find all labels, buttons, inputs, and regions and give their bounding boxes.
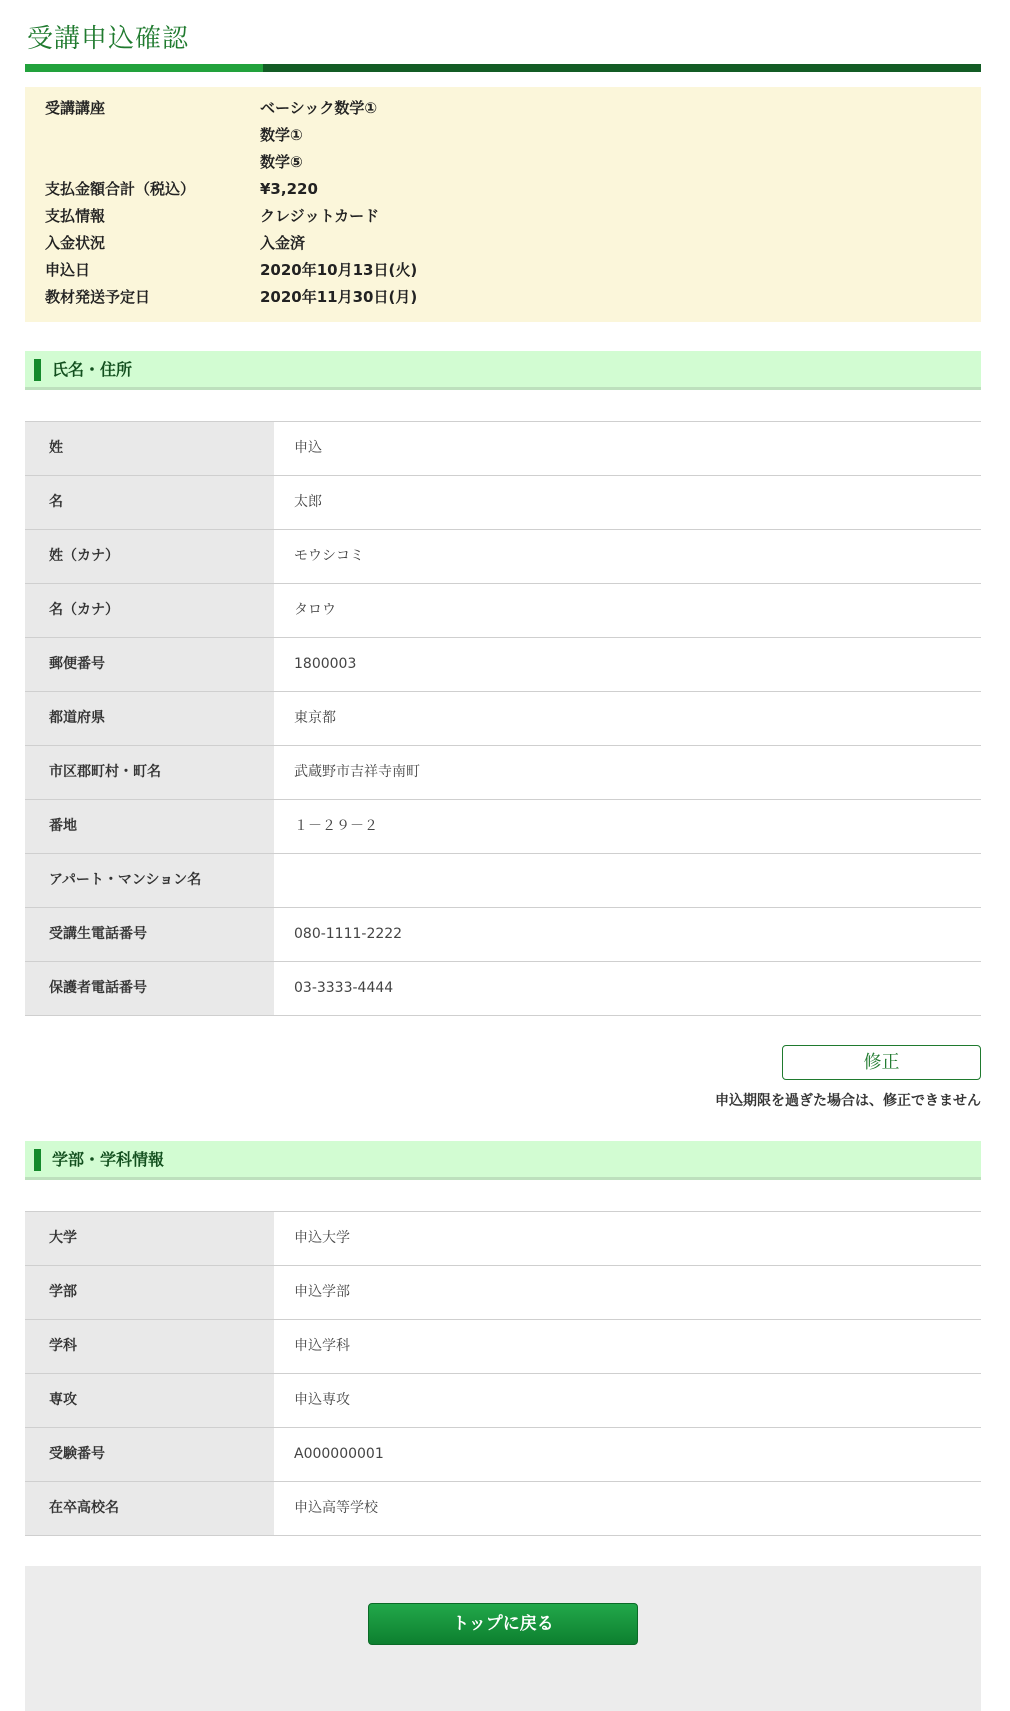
row-value: 太郎 <box>294 494 322 510</box>
table-row <box>25 854 981 908</box>
row-label: 受験番号 <box>25 1428 274 1481</box>
section-title: 学部・学科情報 <box>52 1150 165 1169</box>
row-label: 在卒高校名 <box>25 1482 274 1535</box>
section-header-school <box>25 1141 981 1180</box>
summary-value: ベーシック数学① <box>260 99 378 117</box>
row-value: 申込大学 <box>294 1230 350 1246</box>
summary-label: 入金状況 <box>45 234 106 252</box>
row-label: 専攻 <box>25 1374 274 1427</box>
edit-button[interactable]: 修正 <box>782 1045 981 1080</box>
row-value: 申込学科 <box>294 1338 350 1354</box>
row-label: 番地 <box>25 800 274 853</box>
row-value: 1800003 <box>294 656 357 672</box>
row-label: 学科 <box>25 1320 274 1373</box>
summary-box <box>25 87 981 322</box>
table-row <box>25 476 981 530</box>
row-label: 姓（カナ） <box>25 530 274 583</box>
row-label: 名 <box>25 476 274 529</box>
table-row <box>25 800 981 854</box>
row-value: 申込専攻 <box>294 1392 350 1408</box>
personal-info-table <box>25 421 981 1016</box>
row-value: 03-3333-4444 <box>294 980 394 996</box>
table-row <box>25 1266 981 1320</box>
summary-label: 受講講座 <box>45 99 106 117</box>
back-to-top-button[interactable]: トップに戻る <box>368 1603 638 1645</box>
edit-deadline-note: 申込期限を過ぎた場合は、修正できません <box>715 1093 981 1109</box>
table-row <box>25 1212 981 1266</box>
row-value: タロウ <box>294 602 336 618</box>
summary-value: ¥3,220 <box>260 180 318 198</box>
section-marker <box>34 1149 41 1171</box>
table-row <box>25 1428 981 1482</box>
table-row <box>25 692 981 746</box>
summary-value: 数学⑤ <box>260 153 303 171</box>
row-label: 都道府県 <box>25 692 274 745</box>
page-title: 受講申込確認 <box>27 24 190 54</box>
section-title: 氏名・住所 <box>52 360 133 379</box>
title-divider <box>25 64 981 72</box>
summary-value: 2020年10月13日(火) <box>260 261 418 279</box>
summary-value: 入金済 <box>260 234 306 252</box>
row-value <box>274 854 981 907</box>
row-label: 大学 <box>25 1212 274 1265</box>
title-divider-accent <box>25 64 263 72</box>
row-label: 保護者電話番号 <box>25 962 274 1015</box>
section-marker <box>34 359 41 381</box>
table-row <box>25 746 981 800</box>
row-value: モウシコミ <box>294 548 364 564</box>
row-value: 申込高等学校 <box>294 1500 378 1516</box>
table-row <box>25 1320 981 1374</box>
table-row <box>25 1374 981 1428</box>
summary-value: クレジットカード <box>260 207 380 225</box>
row-value: 申込 <box>294 440 322 456</box>
row-value: 申込学部 <box>294 1284 350 1300</box>
table-row <box>25 962 981 1016</box>
row-label: 名（カナ） <box>25 584 274 637</box>
section-header-personal <box>25 351 981 390</box>
row-label: 受講生電話番号 <box>25 908 274 961</box>
row-label: 市区郡町村・町名 <box>25 746 274 799</box>
summary-label: 申込日 <box>45 261 91 279</box>
summary-label: 支払金額合計（税込） <box>45 180 196 198</box>
school-info-table <box>25 1211 981 1536</box>
table-row <box>25 422 981 476</box>
row-label: 姓 <box>25 422 274 475</box>
row-label: 学部 <box>25 1266 274 1319</box>
row-value: 東京都 <box>294 710 336 726</box>
row-label: 郵便番号 <box>25 638 274 691</box>
row-value: １－２９－２ <box>294 818 378 834</box>
summary-value: 数学① <box>260 126 303 144</box>
summary-label: 教材発送予定日 <box>45 288 151 306</box>
table-row <box>25 530 981 584</box>
table-row <box>25 1482 981 1536</box>
row-label: アパート・マンション名 <box>25 854 274 907</box>
row-value: A000000001 <box>294 1446 384 1462</box>
table-row <box>25 908 981 962</box>
row-value: 080-1111-2222 <box>294 926 403 942</box>
row-value: 武蔵野市吉祥寺南町 <box>294 764 420 780</box>
summary-value: 2020年11月30日(月) <box>260 288 418 306</box>
table-row <box>25 638 981 692</box>
table-row <box>25 584 981 638</box>
footer-actions <box>25 1566 981 1711</box>
summary-label: 支払情報 <box>45 207 106 225</box>
